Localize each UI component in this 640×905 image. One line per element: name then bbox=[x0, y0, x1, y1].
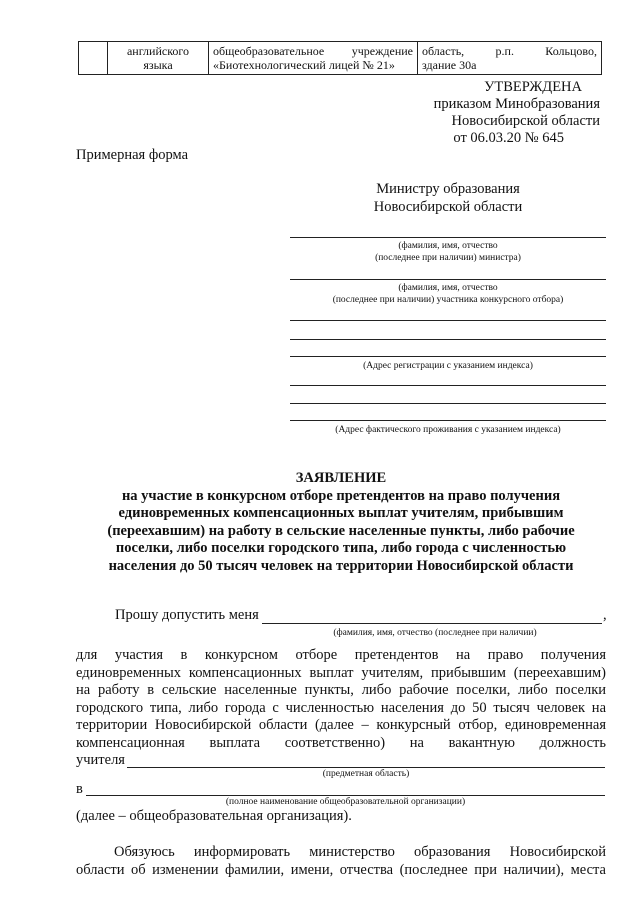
in-prefix: в bbox=[76, 781, 83, 797]
addressee-line: Новосибирской области bbox=[373, 199, 523, 215]
paragraph-line: городского типа, либо города с численностью населения до 50 тысяч человек на bbox=[76, 699, 606, 716]
fio-line[interactable] bbox=[262, 623, 602, 624]
caption-text: (последнее при наличии) министра) bbox=[375, 253, 521, 263]
request-comma: , bbox=[603, 607, 607, 623]
subject-caption: (предметная область) bbox=[322, 769, 410, 779]
statement-subtitle-line: единовременных компенсационных выплат учителям, прибывшим bbox=[118, 505, 564, 521]
paragraph-line: компенсационная выплата соответственно) на вакантную должность bbox=[76, 734, 606, 751]
statement-subtitle-line: населения до 50 тысяч человек на территории Новосибирской области bbox=[108, 557, 574, 574]
cell-text: р.п. bbox=[495, 44, 514, 58]
addressee-line: Министру образования bbox=[376, 181, 520, 197]
teacher-prefix: учителя bbox=[76, 752, 125, 768]
approval-line: приказом Минобразования bbox=[433, 96, 600, 112]
paragraph-1 bbox=[76, 647, 606, 752]
fio-caption: (фамилия, имя, отчество (последнее при наличии) bbox=[333, 628, 537, 638]
addressee-block bbox=[290, 180, 606, 216]
organization-caption: (полное наименование общеобразовательной организации) bbox=[225, 797, 466, 807]
organization-line[interactable] bbox=[86, 795, 605, 796]
cell-text: языка bbox=[143, 58, 173, 72]
paragraph-line: области об изменении фамилии, имени, отчества (последнее при наличии), места bbox=[76, 861, 606, 878]
statement-subtitle-line: поселки, либо поселки городского типа, либо города с численностью bbox=[115, 540, 567, 556]
participant-name-line[interactable] bbox=[290, 279, 606, 280]
table-cell-organization bbox=[209, 42, 418, 75]
reg-address-line-1[interactable] bbox=[290, 320, 606, 321]
caption-text: (фамилия, имя, отчество bbox=[398, 241, 498, 251]
paragraph-2 bbox=[76, 844, 606, 879]
approval-line: УТВЕРЖДЕНА bbox=[484, 79, 582, 95]
subject-line[interactable] bbox=[127, 767, 605, 768]
actual-address-line-1[interactable] bbox=[290, 385, 606, 386]
paragraph-line: единовременных компенсационных выплат учителям, прибывшим (переехавшим) bbox=[76, 664, 606, 681]
reg-address-line-2[interactable] bbox=[290, 339, 606, 340]
top-table bbox=[78, 41, 602, 75]
caption-text: (фамилия, имя, отчество bbox=[398, 283, 498, 293]
paragraph-line: для участия в конкурсном отборе претендентов на право получения bbox=[76, 647, 606, 663]
paragraph-line: территории Новосибирской области (далее – конкурсный отбор, единовременная bbox=[76, 717, 606, 733]
minister-name-line[interactable] bbox=[290, 237, 606, 238]
reg-address-caption: (Адрес регистрации с указанием индекса) bbox=[363, 361, 533, 371]
paragraph-line: на работу в сельские населенные пункты, либо рабочие поселки, либо поселки bbox=[76, 682, 606, 698]
cell-text: «Биотехнологический лицей № 21» bbox=[213, 58, 395, 72]
table-cell-empty bbox=[79, 42, 108, 75]
approval-line: от 06.03.20 № 645 bbox=[453, 130, 564, 146]
minister-caption bbox=[290, 240, 606, 264]
caption-text: (последнее при наличии) участника конкурсного отбора) bbox=[332, 295, 564, 305]
approval-block bbox=[340, 79, 600, 147]
paragraph-line: Обязуюсь информировать министерство образования Новосибирской bbox=[114, 844, 606, 860]
participant-caption bbox=[290, 282, 606, 306]
statement-title: ЗАЯВЛЕНИЕ bbox=[295, 470, 387, 486]
actual-address-caption: (Адрес фактического проживания с указанием индекса) bbox=[335, 425, 561, 435]
reg-address-line-3[interactable] bbox=[290, 356, 606, 357]
cell-text: здание 30а bbox=[422, 58, 477, 72]
org-note: (далее – общеобразовательная организация). bbox=[76, 808, 352, 824]
statement-subtitle-line: на участие в конкурсном отборе претендентов на право получения bbox=[121, 487, 561, 504]
request-prefix: Прошу допустить меня bbox=[115, 607, 259, 623]
table-cell-subject bbox=[108, 42, 209, 75]
cell-text: область, bbox=[422, 44, 465, 58]
cell-text: учреждение bbox=[351, 44, 413, 58]
cell-text: общеобразовательное bbox=[213, 44, 325, 58]
table-cell-address bbox=[418, 42, 602, 75]
statement-title-block bbox=[76, 470, 606, 575]
form-label: Примерная форма bbox=[76, 147, 189, 163]
cell-text: Кольцово, bbox=[545, 44, 597, 58]
statement-subtitle-line: (переехавшим) на работу в сельские населенные пункты, либо рабочие bbox=[107, 522, 575, 539]
table-row bbox=[79, 42, 602, 75]
actual-address-line-2[interactable] bbox=[290, 403, 606, 404]
actual-address-line-3[interactable] bbox=[290, 420, 606, 421]
approval-line: Новосибирской области bbox=[451, 113, 600, 129]
cell-text: английского bbox=[126, 44, 190, 58]
